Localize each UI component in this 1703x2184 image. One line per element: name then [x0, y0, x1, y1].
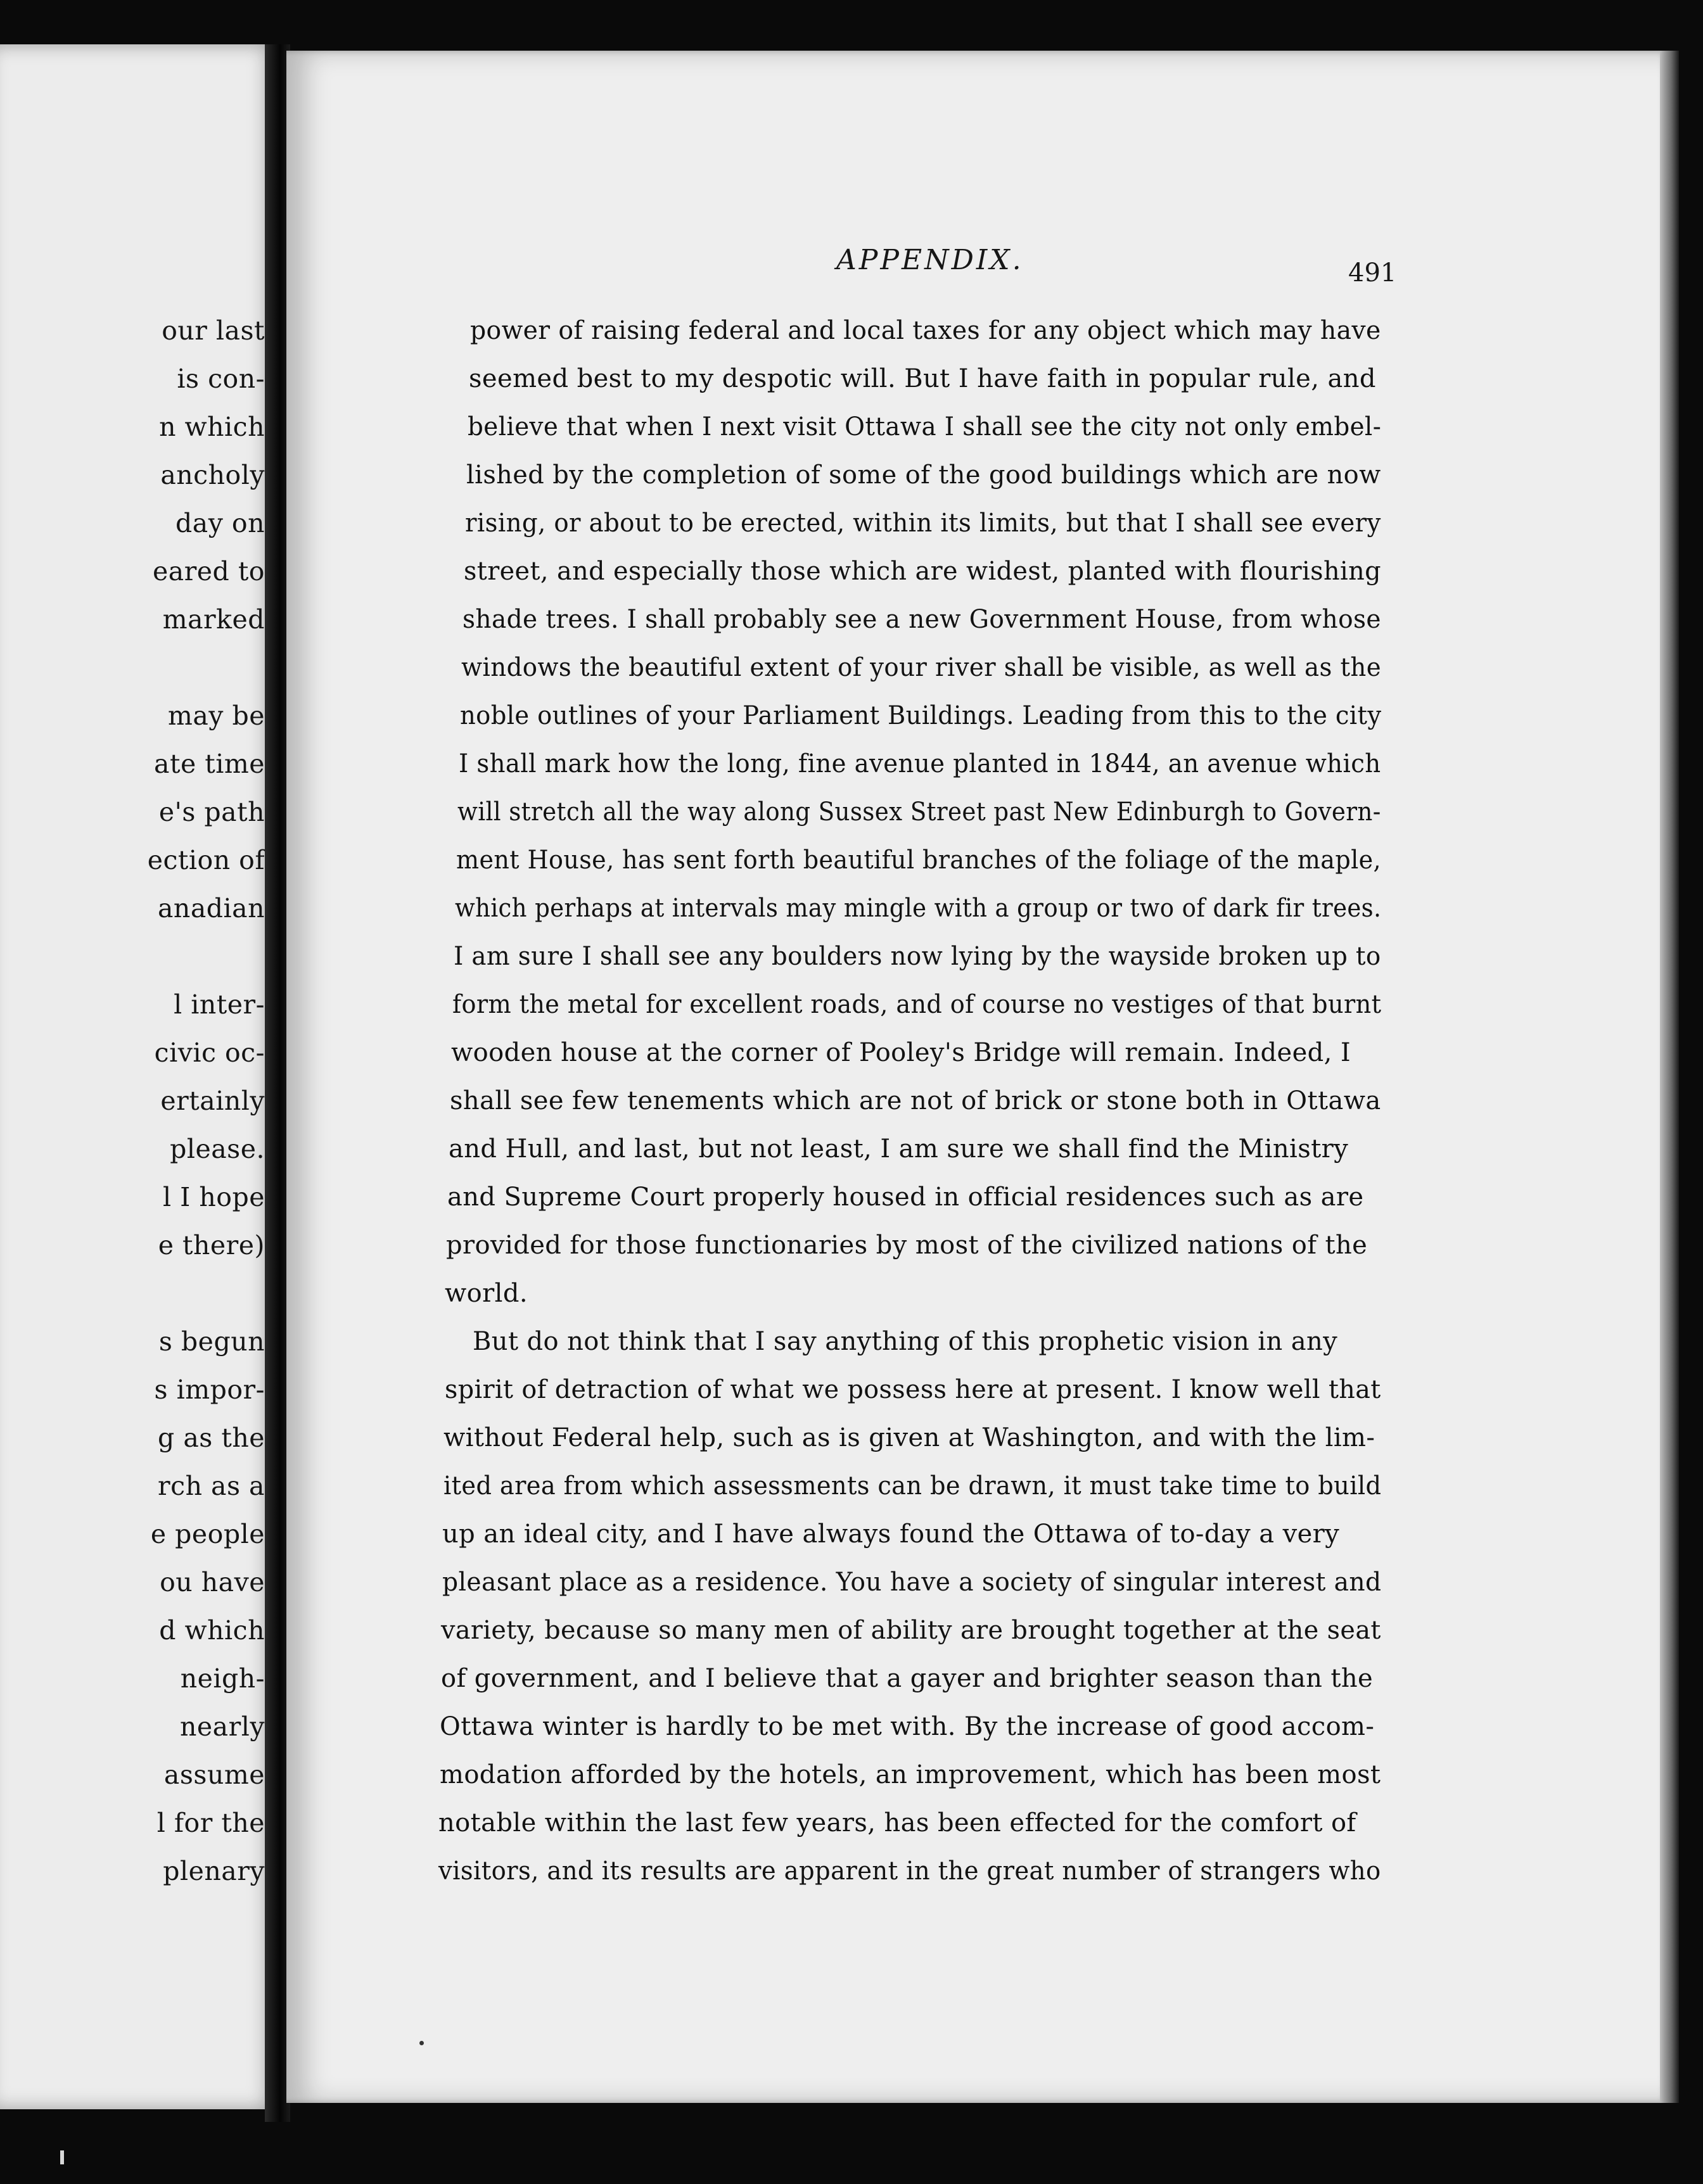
body-line: and Supreme Court properly housed in official residences such as are	[447, 1183, 1364, 1212]
body-line: rising, or about to be erected, within its limits, but that I shall see every	[465, 509, 1381, 538]
left-page-line: assume	[163, 1760, 265, 1790]
left-page-line: s begun	[158, 1326, 265, 1357]
body-line: seemed best to my despotic will. But I have faith in popular rule, and	[469, 364, 1376, 393]
body-line: spirit of detraction of what we possess here at present. I know well that	[445, 1375, 1381, 1404]
left-page-line: plenary	[163, 1856, 265, 1886]
running-head: APPENDIX.	[836, 244, 1024, 276]
left-page-line: l inter-	[174, 989, 265, 1020]
body-line: form the metal for excellent roads, and of course no vestiges of that burnt	[452, 990, 1382, 1019]
left-page-line: d which	[159, 1615, 265, 1646]
left-page-line: please.	[170, 1134, 265, 1164]
ink-dot	[419, 2041, 424, 2045]
left-page-line: ertainly	[160, 1086, 265, 1116]
left-page-line: l for the	[156, 1808, 265, 1838]
left-page-line: ancholy	[160, 460, 265, 490]
body-line: without Federal help, such as is given at Washington, and with the lim-	[443, 1423, 1375, 1452]
body-line: up an ideal city, and I have always found the Ottawa of to-day a very	[442, 1520, 1340, 1549]
body-line: shall see few tenements which are not of brick or stone both in Ottawa	[450, 1086, 1381, 1115]
left-page-line: marked	[162, 604, 265, 635]
left-page	[0, 44, 279, 2109]
left-page-line: eared to	[152, 556, 265, 587]
body-line: notable within the last few years, has been effected for the comfort of	[438, 1808, 1356, 1838]
body-line: shade trees. I shall probably see a new Government House, from whose	[462, 605, 1381, 634]
left-page-line: rch as a	[158, 1471, 265, 1501]
left-page-line: e there)	[158, 1230, 265, 1260]
page-number: 491	[1348, 258, 1397, 288]
left-page-line: s impor-	[154, 1375, 265, 1405]
scan-mark	[60, 2150, 64, 2164]
body-line: windows the beautiful extent of your river shall be visible, as well as the	[461, 653, 1381, 682]
body-line: lished by the completion of some of the good buildings which are now	[466, 460, 1381, 490]
left-page-line: l I hope	[163, 1182, 265, 1212]
left-page-line: anadian	[157, 893, 265, 924]
left-page-line: ection of	[147, 845, 265, 875]
body-line: street, and especially those which are widest, planted with flourishing	[464, 557, 1381, 586]
left-page-line: is con-	[177, 364, 265, 394]
body-line: visitors, and its results are apparent in the great number of strangers who	[438, 1857, 1381, 1886]
left-page-line: e people	[150, 1519, 265, 1549]
body-line: ited area from which assessments can be drawn, it must take time to build	[443, 1471, 1382, 1501]
left-page-line: day on	[175, 508, 265, 538]
page-edge	[1660, 51, 1679, 2103]
left-page-line: ou have	[160, 1567, 265, 1597]
body-line: pleasant place as a residence. You have a society of singular interest and	[442, 1568, 1382, 1597]
left-page-line: neigh-	[180, 1663, 265, 1694]
body-line: wooden house at the corner of Pooley's Bridge will remain. Indeed, I	[451, 1038, 1351, 1067]
right-page	[286, 51, 1668, 2103]
body-line: believe that when I next visit Ottawa I shall see the city not only embel-	[468, 412, 1382, 441]
left-page-line: ate time	[154, 749, 265, 779]
body-line: noble outlines of your Parliament Buildings. Leading from this to the city	[460, 701, 1382, 730]
left-page-line: n which	[159, 412, 265, 442]
body-line: But do not think that I say anything of this prophetic vision in any	[473, 1327, 1338, 1356]
body-line: modation afforded by the hotels, an improvement, which has been most	[440, 1760, 1381, 1789]
body-line: will stretch all the way along Sussex Street past New Edinburgh to Govern-	[457, 797, 1381, 827]
body-line: I shall mark how the long, fine avenue planted in 1844, an avenue which	[459, 749, 1381, 778]
body-line: variety, because so many men of ability are brought together at the seat	[441, 1616, 1381, 1645]
left-page-line: e's path	[158, 797, 265, 827]
body-line: world.	[445, 1279, 528, 1308]
left-page-line: civic oc-	[154, 1038, 265, 1068]
body-line: Ottawa winter is hardly to be met with. By the increase of good accom-	[440, 1712, 1375, 1741]
body-line: and Hull, and last, but not least, I am sure we shall find the Ministry	[449, 1134, 1349, 1164]
body-line: I am sure I shall see any boulders now lying by the wayside broken up to	[454, 942, 1381, 971]
left-page-line: nearly	[180, 1711, 265, 1742]
body-line: ment House, has sent forth beautiful branches of the foliage of the maple,	[456, 846, 1382, 875]
left-page-line: may be	[167, 701, 265, 731]
left-page-line: g as the	[158, 1423, 265, 1453]
body-line: which perhaps at intervals may mingle with a group or two of dark fir trees.	[455, 894, 1382, 923]
body-line: provided for those functionaries by most of the civilized nations of the	[446, 1231, 1368, 1260]
body-line: power of raising federal and local taxes for any object which may have	[470, 316, 1381, 345]
left-page-line: our last	[162, 315, 265, 346]
body-line: of government, and I believe that a gayer and brighter season than the	[441, 1664, 1374, 1693]
